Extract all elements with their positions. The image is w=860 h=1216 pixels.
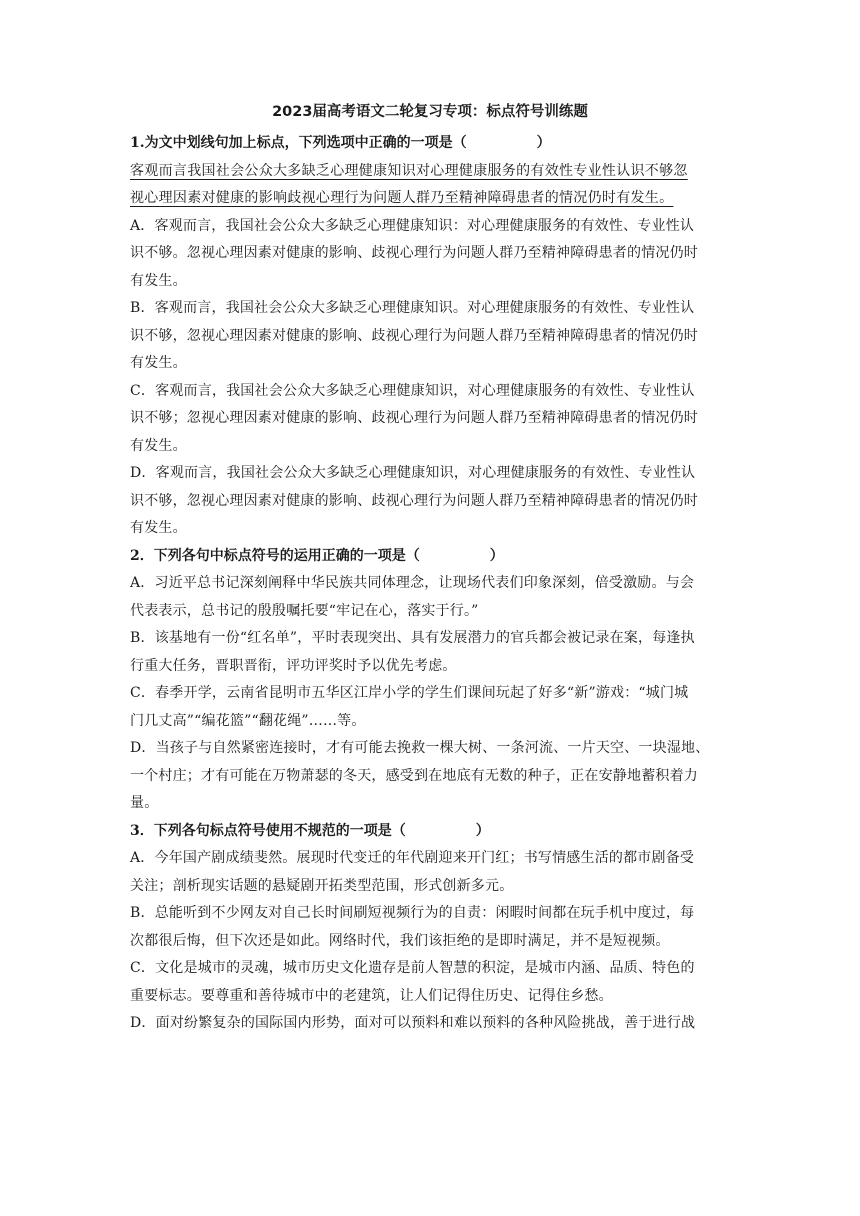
- page-title: 2023届高考语文二轮复习专项：标点符号训练题: [272, 104, 588, 120]
- option-line: B．客观而言，我国社会公众大多缺乏心理健康知识。对心理健康服务的有效性、专业性认: [130, 300, 695, 316]
- option-line: 识不够，忽视心理因素对健康的影响、歧视心理行为问题人群乃至精神障碍患者的情况仍时: [130, 492, 698, 509]
- question-2-option-d: [130, 735, 740, 818]
- question-1-option-d: [130, 460, 740, 543]
- underlined-sentence-line: 视心理因素对健康的影响歧视心理行为问题人群乃至精神障碍患者的情况仍时有发生。: [130, 190, 674, 206]
- question-2-stem: 2．下列各句中标点符号的运用正确的一项是（ ）: [130, 547, 504, 564]
- option-line: 有发生。: [130, 272, 187, 289]
- option-line: A．客观而言，我国社会公众大多缺乏心理健康知识：对心理健康服务的有效性、专业性认: [130, 217, 695, 234]
- option-line: D．客观而言，我国社会公众大多缺乏心理健康知识，对心理健康服务的有效性、专业性认: [130, 465, 696, 481]
- question-list: [130, 130, 740, 1038]
- option-line: D．当孩子与自然紧密连接时，才有可能去挽救一棵大树、一条河流、一片天空、一块湿地、: [130, 740, 710, 756]
- option-line: 有发生。: [130, 437, 187, 454]
- option-line: 识不够，忽视心理因素对健康的影响、歧视心理行为问题人群乃至精神障碍患者的情况仍时: [130, 327, 698, 344]
- question-2-option-c: [130, 680, 740, 735]
- question-3-option-b: [130, 900, 740, 955]
- question-2-option-a: [130, 570, 740, 625]
- option-line: 代表表示，总书记的殷殷嘱托要“牢记在心，落实于行。”: [130, 602, 479, 619]
- option-line: 量。: [130, 795, 159, 811]
- option-line: 有发生。: [130, 520, 187, 536]
- option-line: 门几丈高”“编花篮”“翻花绳”……等。: [130, 712, 366, 729]
- option-line: 识不够；忽视心理因素对健康的影响、歧视心理行为问题人群乃至精神障碍患者的情况仍时: [130, 410, 698, 426]
- option-line: D．面对纷繁复杂的国际国内形势，面对可以预料和难以预料的各种风险挑战，善于进行战: [130, 1015, 696, 1031]
- option-line: A．习近平总书记深刻阐释中华民族共同体理念，让现场代表们印象深刻，倍受激励。与会: [130, 575, 695, 591]
- question-3-option-c: [130, 955, 740, 1010]
- option-line: C．文化是城市的灵魂，城市历史文化遗存是前人智慧的积淀，是城市内涵、品质、特色的: [130, 960, 695, 976]
- option-line: 关注；剖析现实话题的悬疑剧开拓类型范围，形式创新多元。: [130, 877, 514, 894]
- option-line: 一个村庄；才有可能在万物萧瑟的冬天，感受到在地底有无数的种子，正在安静地蓄积着力: [130, 767, 698, 784]
- option-line: B．该基地有一份“红名单”，平时表现突出、具有发展潜力的官兵都会被记录在案，每逢执: [130, 630, 695, 646]
- option-line: C．春季开学，云南省昆明市五华区江岸小学的学生们课间玩起了好多“新”游戏：“城门城: [130, 685, 689, 701]
- question-1-option-b: [130, 295, 740, 378]
- question-3-option-d: [130, 1010, 740, 1038]
- option-line: 重要标志。要尊重和善待城市中的老建筑，让人们记得住历史、记得住乡愁。: [130, 987, 613, 1004]
- question-2-option-b: [130, 625, 740, 680]
- option-line: A．今年国产剧成绩斐然。展现时代变迁的年代剧迎来开门红；书写情感生活的都市剧备受: [130, 850, 695, 866]
- underlined-sentence-line: 客观而言我国社会公众大多缺乏心理健康知识对心理健康服务的有效性专业性认识不够忽: [130, 162, 688, 179]
- question-3-stem: 3．下列各句标点符号使用不规范的一项是（ ）: [130, 822, 490, 839]
- question-3-option-a: [130, 845, 740, 900]
- option-line: C．客观而言，我国社会公众大多缺乏心理健康知识，对心理健康服务的有效性、专业性认: [130, 382, 695, 399]
- option-line: 次都很后悔，但下次还是如此。网络时代，我们该拒绝的是即时满足，并不是短视频。: [130, 932, 670, 949]
- question-1-stem: 1.为文中划线句加上标点，下列选项中正确的一项是（ ）: [130, 135, 551, 151]
- question-1-option-c: [130, 378, 740, 461]
- option-line: B．总能听到不少网友对自己长时间刷短视频行为的自责：闲暇时间都在玩手机中度过，每: [130, 905, 695, 921]
- question-1-option-a: [130, 213, 740, 296]
- option-line: 识不够。忽视心理因素对健康的影响、歧视心理行为问题人群乃至精神障碍患者的情况仍时: [130, 245, 698, 261]
- option-line: 行重大任务，晋职晋衔，评功评奖时予以优先考虑。: [130, 657, 457, 674]
- option-line: 有发生。: [130, 355, 187, 371]
